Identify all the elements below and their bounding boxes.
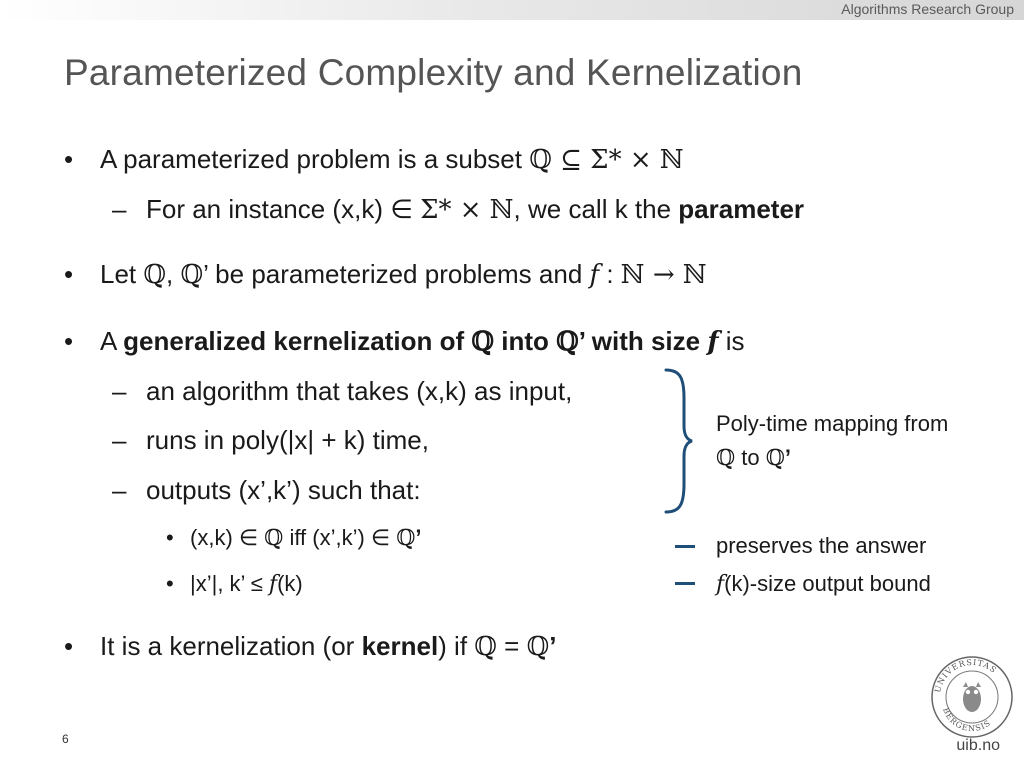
subsub-text: (k) bbox=[277, 571, 303, 596]
bullet-marker: • bbox=[64, 259, 74, 289]
dash-marker: – bbox=[112, 425, 127, 455]
bullet-3 bbox=[64, 326, 745, 357]
note-text: to bbox=[735, 445, 766, 470]
bullet-2-text: : bbox=[599, 259, 621, 289]
math-q: ℚ bbox=[180, 260, 204, 290]
math-f: f bbox=[268, 572, 278, 597]
poly-time-note-line2 bbox=[716, 445, 791, 471]
math-q: ℚ bbox=[264, 526, 284, 551]
math-q: ℚ bbox=[526, 632, 550, 662]
bullet-4 bbox=[64, 631, 556, 662]
math-f: f bbox=[707, 327, 719, 357]
sub-item-2 bbox=[112, 425, 429, 456]
sub-text-2: , we call k the bbox=[513, 194, 679, 224]
sub-text-1: For an instance (x,k) ∈ bbox=[146, 194, 421, 224]
seal-text-bottom: BERGENSIS bbox=[941, 706, 993, 734]
bullet-marker: • bbox=[166, 571, 174, 596]
curly-brace-icon bbox=[664, 368, 694, 514]
dash-marker: – bbox=[112, 376, 127, 406]
prime-mark: ’ bbox=[784, 445, 792, 470]
bullet-marker: • bbox=[64, 631, 74, 661]
bullet-1-text: A parameterized problem is a subset bbox=[100, 144, 530, 174]
seal-text-top: UNIVERSITAS bbox=[933, 657, 999, 694]
bullet-3-bold: ’ with size bbox=[578, 326, 708, 356]
math-q: ℚ bbox=[143, 260, 167, 290]
bullet-1-math: ℚ ⊆ Σ* × ℕ bbox=[529, 145, 684, 175]
bullet-4-text: = bbox=[496, 631, 527, 661]
sub-item-3 bbox=[112, 475, 421, 506]
math-q: ℚ bbox=[471, 327, 494, 357]
svg-text:UNIVERSITAS bbox=[933, 658, 998, 694]
math-f: f bbox=[589, 260, 600, 290]
note-dash-1 bbox=[675, 545, 695, 548]
bullet-3-bold: generalized kernelization of bbox=[123, 326, 472, 356]
bullet-2-text: , bbox=[166, 259, 181, 289]
dash-marker: – bbox=[112, 194, 127, 224]
parameter-term: parameter bbox=[678, 194, 805, 224]
math-q: ℚ bbox=[474, 632, 497, 662]
subsub-text: (x,k) ∈ bbox=[190, 525, 265, 550]
preserves-note: preserves the answer bbox=[716, 533, 927, 558]
bullet-marker: • bbox=[166, 525, 174, 550]
note-text: (k)-size output bound bbox=[724, 571, 931, 596]
university-seal-icon bbox=[930, 655, 1014, 739]
page-number: 6 bbox=[62, 732, 69, 746]
sub-item-1 bbox=[112, 376, 572, 407]
bound-note bbox=[716, 571, 931, 597]
bullet-marker: • bbox=[64, 326, 74, 356]
math-n-to-n: ℕ → ℕ bbox=[620, 260, 707, 290]
bullet-1-sub bbox=[112, 194, 804, 225]
slide-title: Parameterized Complexity and Kernelization bbox=[64, 52, 803, 93]
sub-item-text: runs in poly(|x| + k) time, bbox=[146, 425, 429, 455]
math-f: f bbox=[716, 572, 725, 597]
subsub-text: |x’|, k’ ≤ bbox=[190, 571, 269, 596]
group-label: Algorithms Research Group bbox=[841, 1, 1014, 17]
math-q: ℚ bbox=[396, 526, 416, 551]
sub-item-text: outputs (x’,k’) such that: bbox=[146, 475, 421, 505]
bullet-3-text: is bbox=[718, 326, 745, 356]
subsub-item-1 bbox=[166, 525, 422, 551]
bullet-2-text: ’ be parameterized problems and bbox=[203, 259, 590, 289]
site-url: uib.no bbox=[956, 737, 1000, 754]
bullet-2 bbox=[64, 259, 707, 290]
bullet-4-text: ) if bbox=[438, 631, 475, 661]
subsub-text: iff (x’,k’) ∈ bbox=[283, 525, 397, 550]
math-q: ℚ bbox=[765, 446, 785, 471]
math-q: ℚ bbox=[556, 327, 579, 357]
bullet-3-bold: into bbox=[494, 326, 557, 356]
subsub-item-2 bbox=[166, 571, 303, 597]
bullet-marker: • bbox=[64, 144, 74, 174]
dash-marker: – bbox=[112, 475, 127, 505]
bullet-1 bbox=[64, 144, 684, 175]
sub-math: Σ* × ℕ bbox=[420, 195, 514, 225]
prime-mark: ’ bbox=[549, 631, 557, 661]
kernel-term: kernel bbox=[361, 631, 439, 661]
math-q: ℚ bbox=[716, 446, 736, 471]
note-dash-2 bbox=[675, 582, 695, 585]
bullet-3-text: A bbox=[100, 326, 124, 356]
prime-mark: ’ bbox=[415, 525, 422, 550]
poly-time-note-line1: Poly-time mapping from bbox=[716, 411, 949, 436]
sub-item-text: an algorithm that takes (x,k) as input, bbox=[146, 376, 573, 406]
bullet-2-text: Let bbox=[100, 259, 144, 289]
bullet-4-text: It is a kernelization (or bbox=[100, 631, 362, 661]
